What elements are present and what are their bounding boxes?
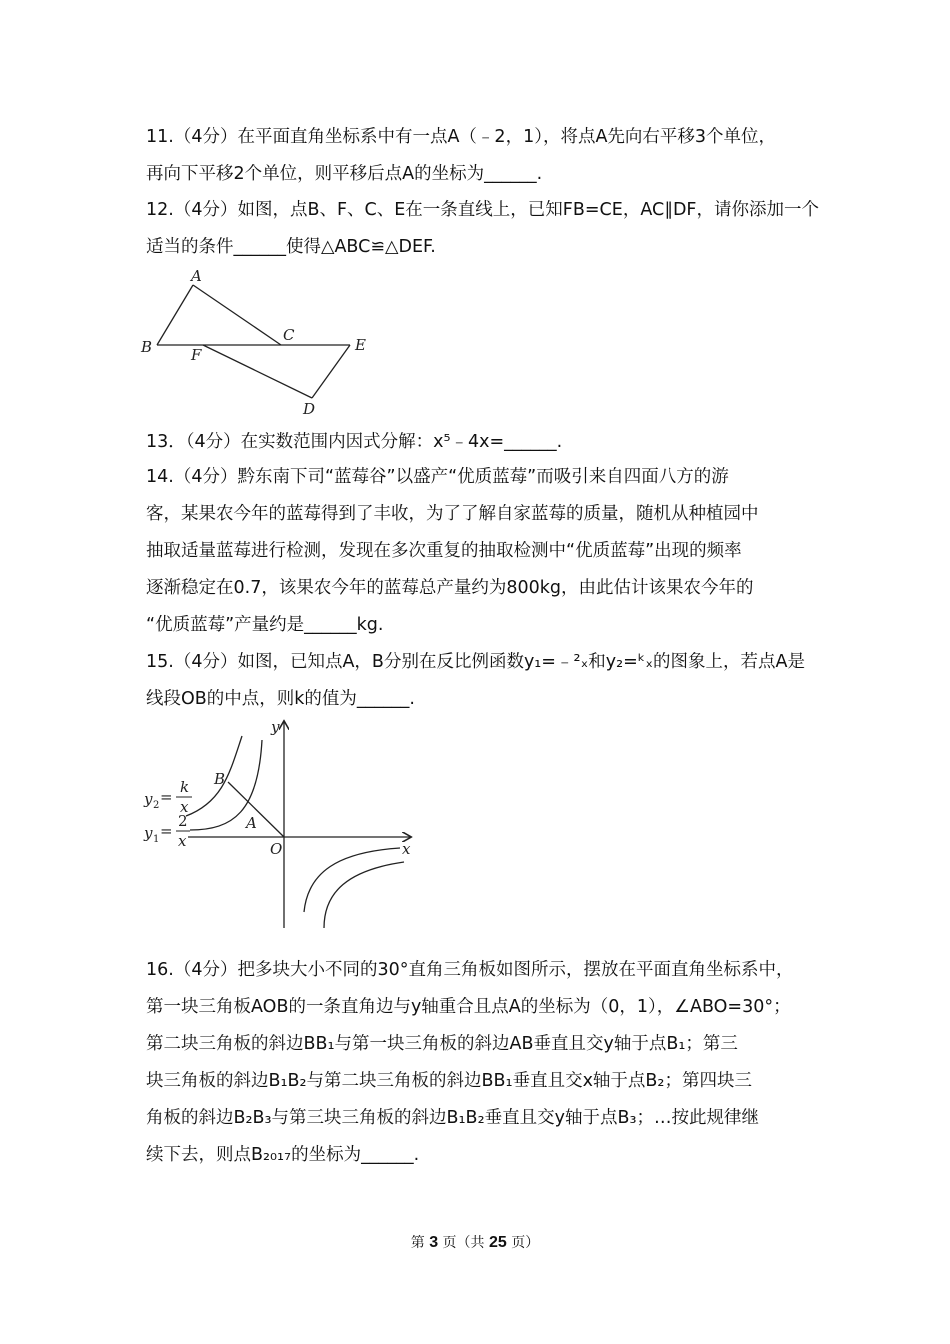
label-y1: y (144, 824, 153, 842)
q16-line-5: 角板的斜边B₂B₃与第三块三角板的斜边B₁B₂垂直且交y轴于点B₃；…按此规律继 (146, 1108, 759, 1128)
label-y1-num: 2 (178, 812, 188, 830)
label-origin: O (270, 840, 283, 858)
q14-line-2: 客，某果农今年的蓝莓得到了丰收，为了了解自家蓝莓的质量，随机从种植园中 (146, 504, 759, 524)
q15-line-2: 线段OB的中点，则k的值为______. (146, 689, 415, 709)
q11-line-2: 再向下平移2个单位，则平移后点A的坐标为______. (146, 164, 543, 184)
q14-line-1: 14.（4分）黔东南下司“蓝莓谷”以盛产“优质蓝莓”而吸引来自四面八方的游 (146, 467, 729, 487)
label-y-axis: y (271, 718, 280, 736)
label-a: A (191, 267, 202, 285)
label-y1-eq: = (160, 822, 173, 840)
q14-line-4: 逐渐稳定在0.7，该果农今年的蓝莓总产量约为800kg，由此估计该果农今年的 (146, 578, 754, 598)
label-y2-den: x (180, 798, 189, 816)
label-y1-den: x (178, 832, 187, 850)
q14-line-5: “优质蓝莓”产量约是______kg. (146, 615, 384, 635)
label-e: E (355, 336, 366, 354)
q13-line-1: 13．（4分）在实数范围内因式分解：x⁵﹣4x=______. (146, 432, 563, 452)
segment-ba (157, 285, 193, 345)
label-d: D (303, 400, 316, 417)
q11-line-1: 11.（4分）在平面直角坐标系中有一点A（﹣2，1），将点A先向右平移3个单位， (146, 127, 777, 147)
q16-line-1: 16.（4分）把多块大小不同的30°直角三角板如图所示，摆放在平面直角坐标系中， (146, 960, 794, 980)
label-y2-sub: 2 (153, 800, 160, 811)
footer-total-pages: 25 (489, 1234, 507, 1251)
footer-middle: 页（共 (442, 1235, 485, 1251)
label-b: B (214, 770, 226, 788)
q16-line-2: 第一块三角板AOB的一条直角边与y轴重合且点A的坐标为（0，1），∠ABO=30°； (146, 997, 791, 1017)
label-y2-eq: = (160, 788, 173, 806)
label-f: F (191, 346, 202, 364)
q16-line-6: 续下去，则点B₂₀₁₇的坐标为______. (146, 1145, 420, 1165)
q16-line-4: 块三角板的斜边B₁B₂与第二块三角板的斜边BB₁垂直且交x轴于点B₂；第四块三 (146, 1071, 752, 1091)
segment-ac (193, 285, 281, 345)
segment-ed (312, 345, 350, 398)
label-y2: y (144, 790, 153, 808)
footer-suffix: 页） (511, 1235, 540, 1251)
q12-line-2: 适当的条件______使得△ABC≌△DEF. (146, 237, 436, 257)
q16-line-3: 第二块三角板的斜边BB₁与第一块三角板的斜边AB垂直且交y轴于点B₁；第三 (146, 1034, 738, 1054)
page-footer (0, 1232, 950, 1252)
label-b: B (141, 338, 153, 356)
q12-figure (135, 262, 385, 417)
label-y1-sub: 1 (153, 834, 160, 845)
q15-line-1: 15.（4分）如图，已知点A，B分别在反比例函数y₁=﹣²ₓ和y₂=ᵏₓ的图象上，若点A是 (146, 652, 805, 672)
q14-line-3: 抽取适量蓝莓进行检测，发现在多次重复的抽取检测中“优质蓝莓”出现的频率 (146, 541, 742, 561)
curve-y1-right (304, 848, 400, 912)
q12-line-1: 12.（4分）如图，点B、F、C、E在一条直线上，已知FB=CE，AC∥DF，请你添加一个 (146, 200, 819, 220)
footer-prefix: 第 (410, 1235, 425, 1251)
footer-page-number: 3 (429, 1234, 439, 1251)
label-a: A (246, 814, 257, 832)
label-c: C (283, 326, 295, 344)
segment-fd (203, 345, 312, 398)
curve-y2-right (324, 862, 404, 928)
q15-figure (138, 712, 428, 932)
label-y2-num: k (180, 778, 190, 796)
label-x-axis: x (402, 840, 411, 858)
